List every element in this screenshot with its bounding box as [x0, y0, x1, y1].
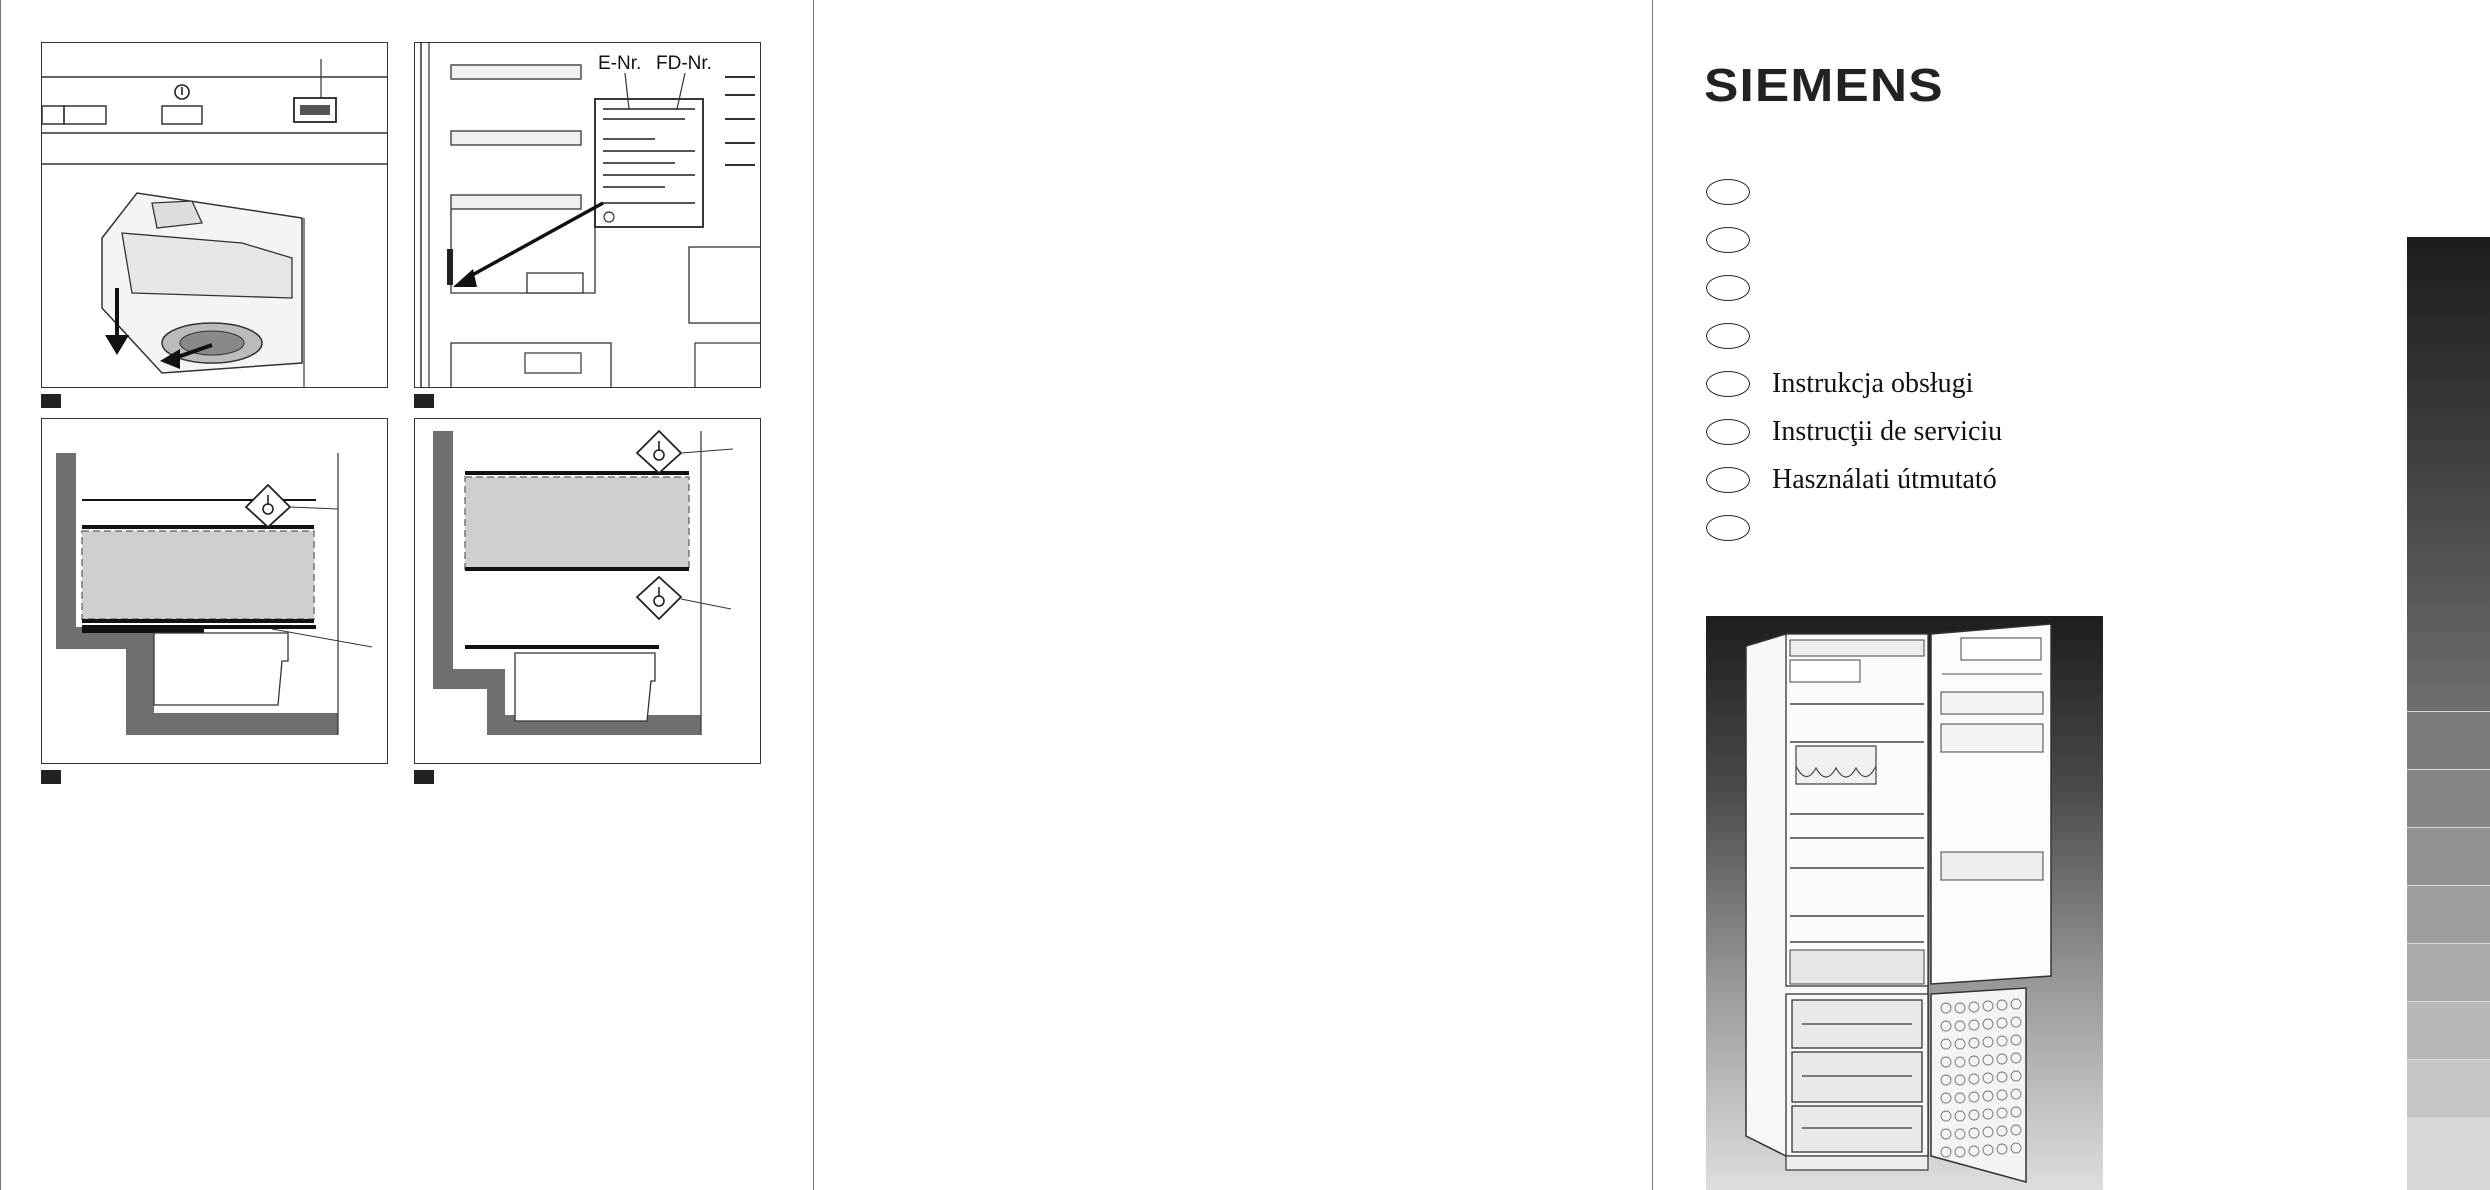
rating-plate-illustration [415, 43, 761, 388]
figure-marker [41, 770, 61, 784]
brand-logo: SIEMENS [1704, 59, 1944, 111]
cold-zone-alternate-illustration [415, 419, 761, 764]
language-marker-icon [1706, 179, 1750, 205]
figure-marker [41, 394, 61, 408]
fridge-illustration [1706, 616, 2103, 1190]
figure-marker [414, 770, 434, 784]
language-entry [1706, 511, 1772, 545]
figure-control-panel [41, 42, 388, 388]
language-marker-icon [1706, 275, 1750, 301]
thumb-tab [2407, 1118, 2490, 1190]
cold-zone-fridge-illustration [42, 419, 388, 764]
figure-rating-plate [414, 42, 761, 388]
fd-nr-label: FD-Nr. [656, 53, 712, 74]
thumb-tab [2407, 237, 2490, 712]
language-marker-icon [1706, 227, 1750, 253]
language-entry [1706, 271, 1772, 305]
power-icon [175, 85, 189, 99]
page-divider-right [1652, 0, 1653, 1190]
language-entry [1706, 415, 2002, 449]
thumb-tab [2407, 1060, 2490, 1118]
thumb-tab [2407, 944, 2490, 1002]
thumb-index-tabs [2407, 237, 2490, 1190]
figure-cold-zone-fridge [41, 418, 388, 764]
language-entry [1706, 223, 1772, 257]
temperature-indicator-icon [637, 577, 681, 619]
cold-zone-area [82, 531, 314, 619]
e-nr-label: E-Nr. [598, 53, 642, 74]
language-label-hungarian: Használati útmutató [1772, 464, 1997, 495]
thumb-tab [2407, 886, 2490, 944]
language-marker-icon [1706, 371, 1750, 397]
thumb-tab [2407, 712, 2490, 770]
language-entry [1706, 319, 1772, 353]
language-marker-icon [1706, 323, 1750, 349]
thumb-tab [2407, 1002, 2490, 1060]
cold-zone-area [465, 477, 689, 569]
page-divider-left [0, 0, 1, 1190]
control-panel-illustration [42, 43, 388, 388]
temperature-indicator-icon [246, 485, 290, 527]
temperature-indicator-icon [637, 431, 681, 473]
thumb-tab [2407, 828, 2490, 886]
figure-cold-zone-alternate [414, 418, 761, 764]
product-image [1706, 616, 2103, 1190]
language-entry [1706, 463, 1997, 497]
language-marker-icon [1706, 467, 1750, 493]
figure-marker [414, 394, 434, 408]
language-entry [1706, 175, 1772, 209]
language-marker-icon [1706, 515, 1750, 541]
language-label-romanian: Instrucţii de serviciu [1772, 416, 2003, 447]
thumb-tab [2407, 770, 2490, 828]
language-label-polish: Instrukcja obsługi [1772, 368, 1974, 399]
language-marker-icon [1706, 419, 1750, 445]
language-entry [1706, 367, 1973, 401]
page-divider-middle [813, 0, 814, 1190]
